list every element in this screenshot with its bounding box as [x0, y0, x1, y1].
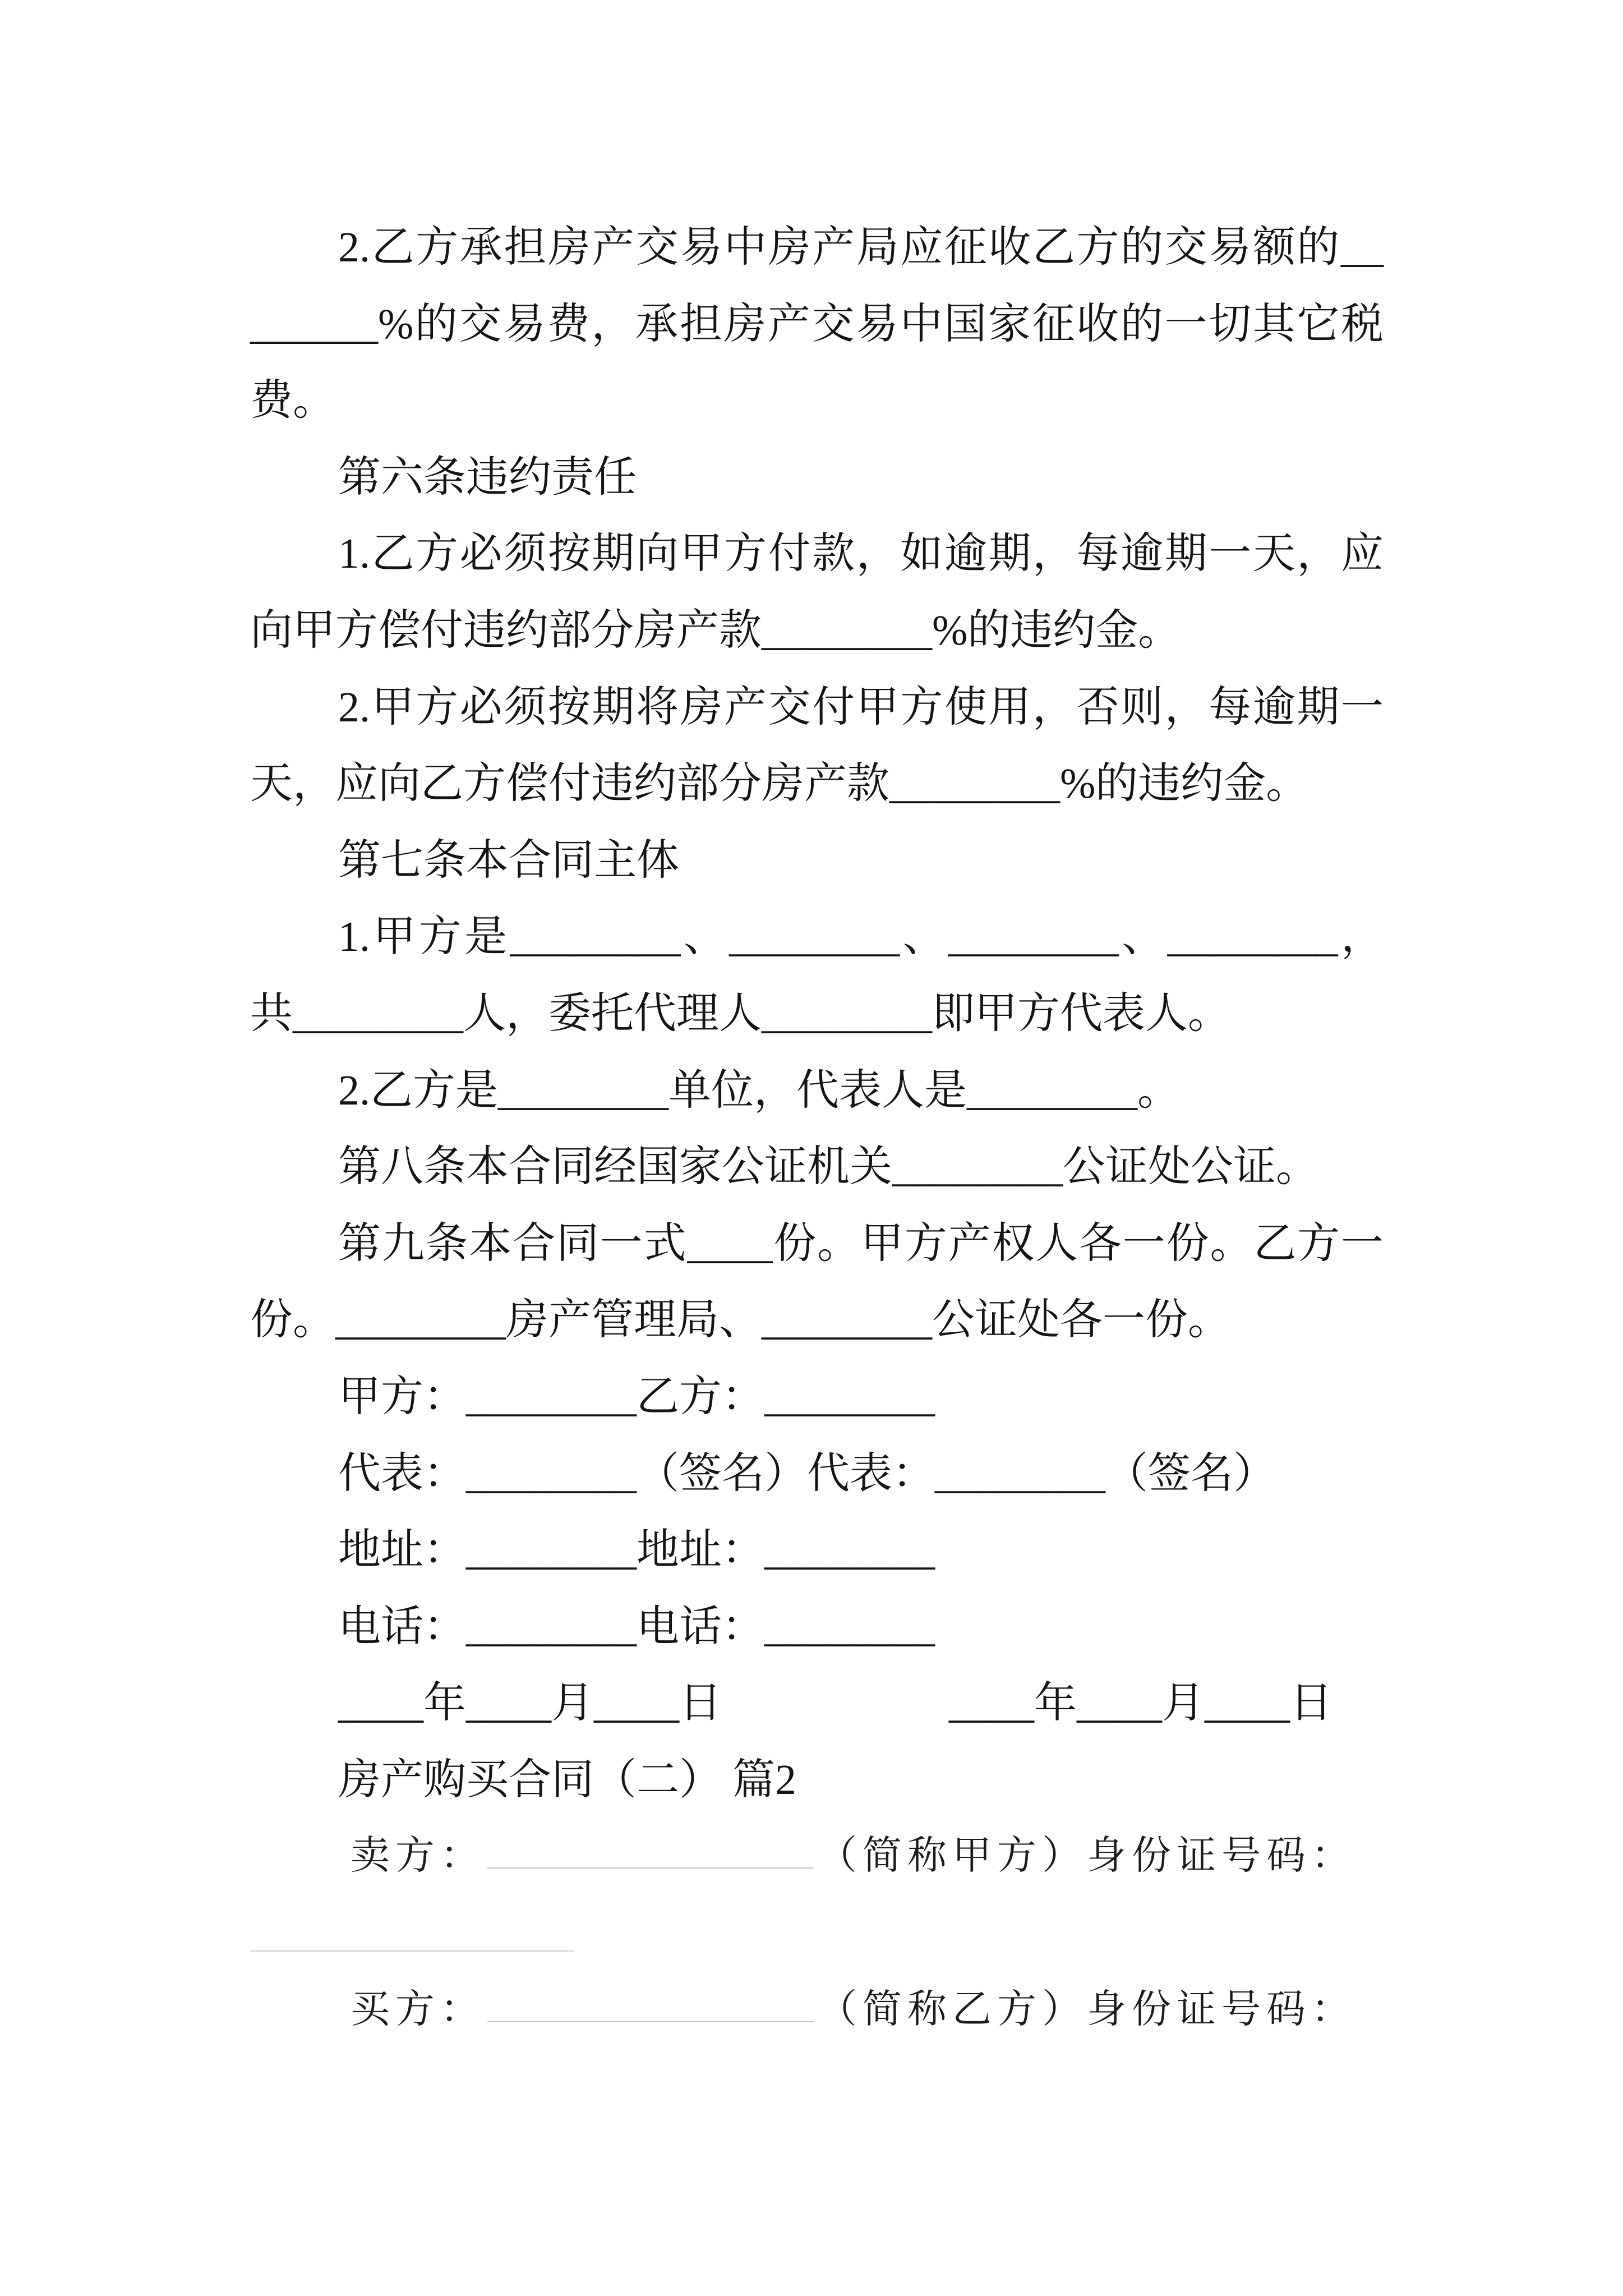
document-body — [250, 209, 1384, 2048]
seller-line — [250, 1818, 1384, 1895]
clause-6-item-2-line-1: 2.甲方必须按期将房产交付甲方使用，否则，每逾期一 — [338, 683, 1384, 731]
seller-name-blank — [487, 1845, 814, 1869]
signature-addresses: 地址：________地址：________ — [338, 1526, 935, 1574]
separator-slot — [250, 1895, 1384, 1972]
clause-7-title: 第七条本合同主体 — [338, 836, 679, 884]
date-right: ____年____月____日 — [949, 1680, 1332, 1727]
clause-6-item-1-line-2: 向甲方偿付违约部分房产款________%的违约金。 — [250, 606, 1181, 654]
clause-7-item-1-line-1: 1.甲方是________、________、________、________， — [338, 913, 1384, 961]
clause-6-title: 第六条违约责任 — [338, 453, 637, 501]
seller-label: 卖方： — [351, 1834, 485, 1878]
clause-9-line-1: 第九条本合同一式____份。甲方产权人各一份。乙方一 — [338, 1220, 1384, 1267]
signature-representatives: 代表：________（签名）代表：________（签名） — [338, 1450, 1276, 1497]
clause-7-item-2: 2.乙方是________单位，代表人是________。 — [338, 1066, 1180, 1114]
date-left: ____年____月____日 — [338, 1680, 722, 1727]
buyer-note: （简称乙方）身份证号码： — [818, 1987, 1356, 2031]
clause-6-item-2-line-2: 天，应向乙方偿付违约部分房产款________%的违约金。 — [250, 760, 1309, 808]
seller-note: （简称甲方）身份证号码： — [818, 1834, 1356, 1878]
clause-5-item-2-line-2: ______%的交易费，承担房产交易中国家征收的一切其它税 — [250, 300, 1384, 348]
clause-7-item-1-line-2: 共________人，委托代理人________即甲方代表人。 — [250, 990, 1230, 1037]
clause-5-item-2-line-3: 费。 — [250, 377, 335, 425]
contract-2-title: 房产购买合同（二） 篇2 — [338, 1756, 796, 1803]
signature-date-line — [250, 1665, 1384, 1742]
buyer-name-blank — [487, 1999, 814, 2022]
id-number-underline — [250, 1950, 574, 1952]
clause-5-item-2-line-1: 2.乙方承担房产交易中房产局应征收乙方的交易额的__ — [338, 224, 1384, 271]
clause-6-item-1-line-1: 1.乙方必须按期向甲方付款，如逾期，每逾期一天，应 — [338, 530, 1384, 578]
clause-9-line-2: 份。________房产管理局、________公证处各一份。 — [250, 1296, 1230, 1344]
clause-8: 第八条本合同经国家公证机关________公证处公证。 — [338, 1143, 1318, 1191]
buyer-label: 买方： — [351, 1987, 485, 2031]
buyer-line — [250, 1972, 1384, 2049]
signature-parties: 甲方：________乙方：________ — [338, 1373, 935, 1420]
signature-phones: 电话：________电话：________ — [338, 1603, 935, 1650]
